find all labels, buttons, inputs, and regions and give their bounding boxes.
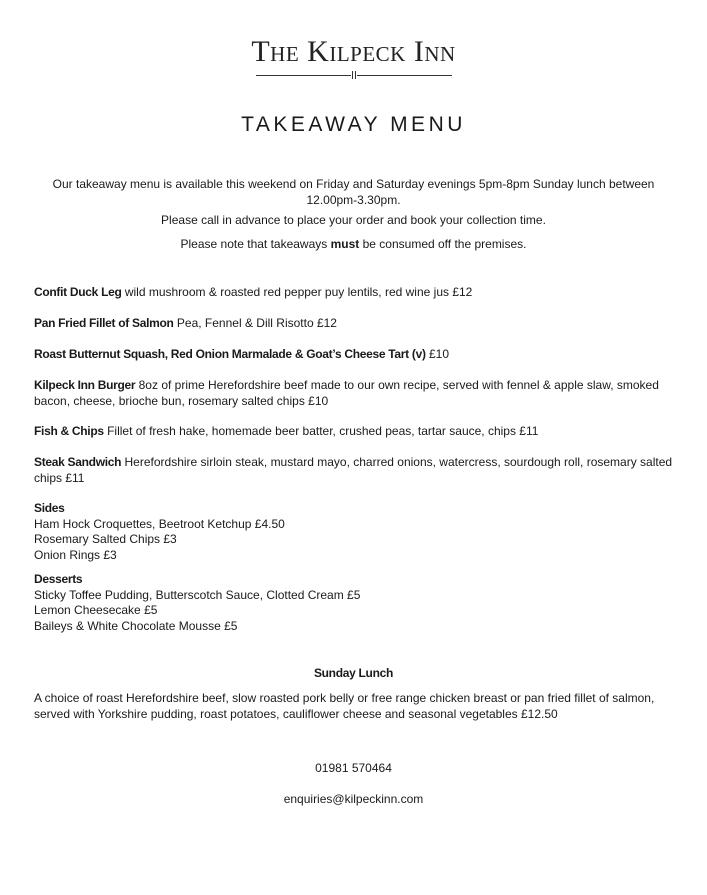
desserts-section bbox=[34, 572, 684, 634]
list-item: Baileys & White Chocolate Mousse £5 bbox=[34, 618, 238, 633]
logo-text: The Kilpeck Inn bbox=[251, 35, 456, 68]
menu-item-desc: £10 bbox=[425, 347, 450, 361]
menu-item-desc: Fillet of fresh hake, homemade beer batter, crushed peas, tartar sauce, chips £11 bbox=[103, 424, 539, 438]
list-item: Rosemary Salted Chips £3 bbox=[34, 532, 177, 546]
menu-item bbox=[34, 423, 684, 439]
menu-item bbox=[34, 315, 684, 331]
menu-item-name: Steak Sandwich bbox=[34, 455, 122, 469]
logo bbox=[0, 34, 707, 82]
menu-item-name: Pan Fried Fillet of Salmon bbox=[34, 316, 174, 330]
list-item: Ham Hock Croquettes, Beetroot Ketchup £4.50 bbox=[34, 516, 285, 531]
must-emphasis: must bbox=[330, 237, 360, 251]
menu-item bbox=[34, 284, 684, 300]
menu-item bbox=[34, 346, 684, 362]
menu-item bbox=[34, 377, 684, 409]
menu-item-desc: wild mushroom & roasted red pepper puy lentils, red wine jus £12 bbox=[121, 285, 473, 299]
sides-section bbox=[34, 501, 684, 563]
logo-rule bbox=[256, 70, 452, 82]
menu-item-desc: 8oz of prime Herefordshire beef made to our own recipe, served with fennel & apple slaw, smoked bacon, cheese, brioche bun, rosemary salted chips £10 bbox=[34, 378, 659, 408]
menu-item-desc: Herefordshire sirloin steak, mustard mayo, charred onions, watercress, sourdough roll, rosemary salted chips £11 bbox=[34, 455, 673, 485]
desserts-heading: Desserts bbox=[34, 572, 83, 586]
menu-item-name: Kilpeck Inn Burger bbox=[34, 378, 136, 392]
list-item: Onion Rings £3 bbox=[34, 547, 117, 562]
menu-item-name: Roast Butternut Squash, Red Onion Marmalade & Goat’s Cheese Tart (v) bbox=[34, 347, 426, 361]
intro-availability: Our takeaway menu is available this weekend on Friday and Saturday evenings 5pm-8pm Sunday lunch between 12.00pm-3.30pm. bbox=[52, 177, 655, 207]
menu-item-name: Fish & Chips bbox=[34, 424, 104, 438]
phone-number: 01981 570464 bbox=[315, 761, 392, 775]
page-title: TAKEAWAY MENU bbox=[241, 113, 466, 136]
sunday-lunch-heading: Sunday Lunch bbox=[313, 666, 394, 680]
intro-call-advance: Please call in advance to place your order and book your collection time. bbox=[161, 213, 546, 227]
list-item: Lemon Cheesecake £5 bbox=[34, 603, 158, 617]
menu-item-desc: Pea, Fennel & Dill Risotto £12 bbox=[173, 316, 337, 330]
list-item: Sticky Toffee Pudding, Butterscotch Sauce, Clotted Cream £5 bbox=[34, 587, 361, 602]
intro-premises-note: Please note that takeaways must be consumed off the premises. bbox=[180, 237, 527, 251]
email-address: enquiries@kilpeckinn.com bbox=[283, 792, 424, 806]
sunday-lunch-text: A choice of roast Herefordshire beef, slow roasted pork belly or free range chicken breast or pan fried fillet of salmon, served with Yorkshire pudding, roast potatoes, cauliflower cheese and seasonal vegetables £12.50 bbox=[34, 691, 655, 721]
menu-item-name: Confit Duck Leg bbox=[34, 285, 122, 299]
menu-item bbox=[34, 454, 684, 486]
sides-heading: Sides bbox=[34, 501, 65, 515]
